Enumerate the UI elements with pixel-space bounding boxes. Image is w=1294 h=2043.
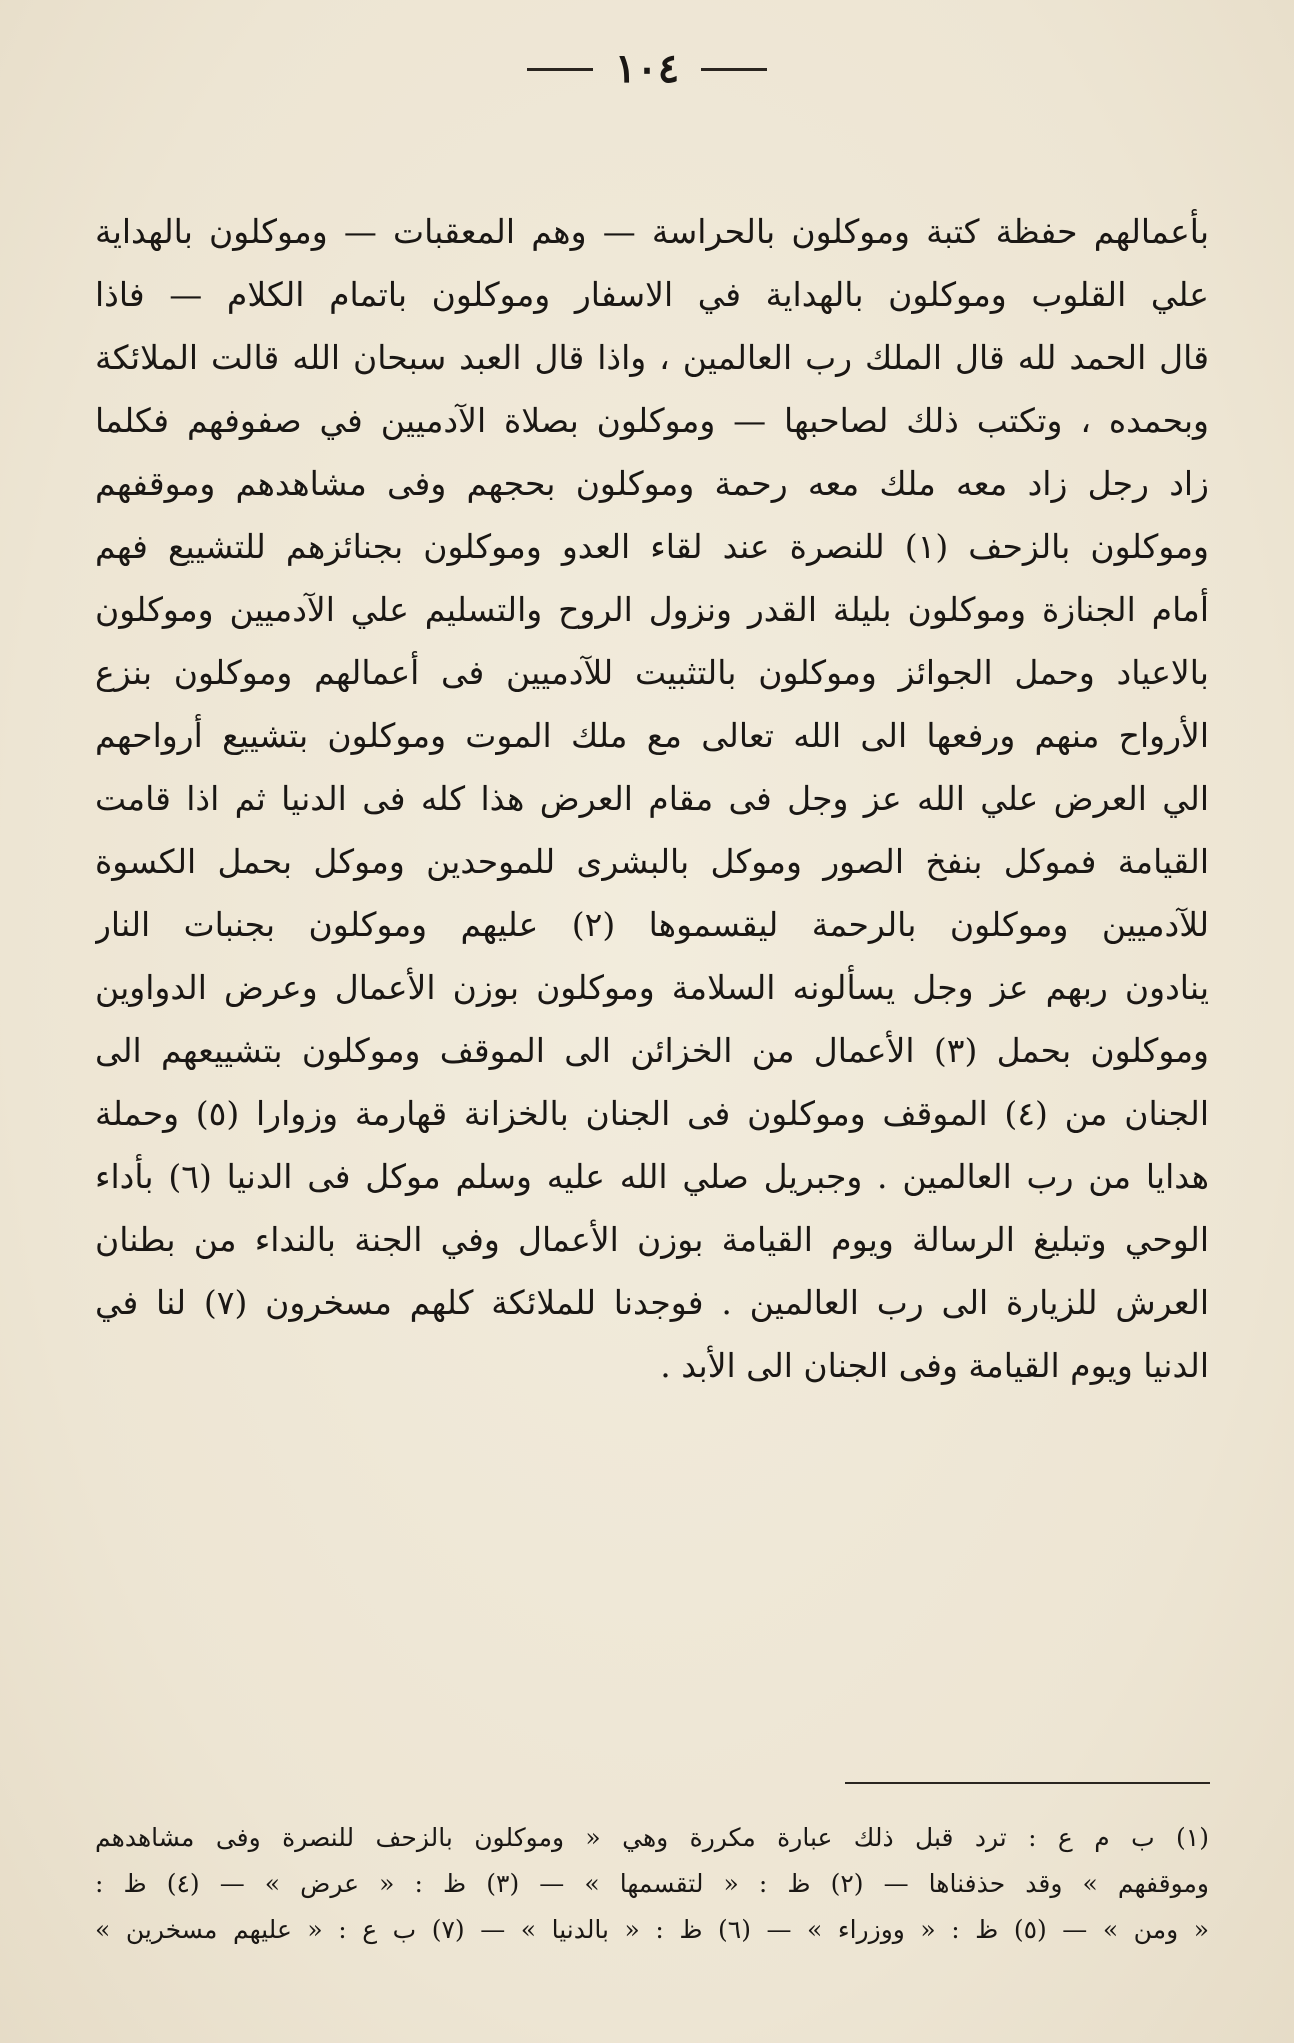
text-line: وموكلون بحمل (٣) الأعمال من الخزائن الى الموقف وموكلون بتشييعهم الى: [95, 1031, 1209, 1070]
header-dash-left: [527, 68, 593, 71]
text-line: بأعمالهم حفظة كتبة وموكلون بالحراسة — وهم المعقبات — وموكلون بالهداية: [95, 212, 1209, 251]
text-line: الجنان من (٤) الموقف وموكلون فى الجنان بالخزانة قهارمة وزوارا (٥) وحملة: [95, 1094, 1209, 1133]
text-line: القيامة فموكل بنفخ الصور وموكل بالبشرى للموحدين وموكل بحمل الكسوة: [95, 842, 1209, 881]
header-dash-right: [701, 68, 767, 71]
footnote-line: (١) ب م ع : ترد قبل ذلك عبارة مكررة وهي « وموكلون بالزحف للنصرة وفى مشاهدهم: [95, 1823, 1209, 1852]
text-line: الوحي وتبليغ الرسالة ويوم القيامة بوزن الأعمال وفي الجنة بالنداء من بطنان: [95, 1220, 1209, 1259]
text-line: للآدميين وموكلون بالرحمة ليقسموها (٢) عليهم وموكلون بجنبات النار: [95, 905, 1209, 944]
text-line: قال الحمد لله قال الملك رب العالمين ، واذا قال العبد سبحان الله قالت الملائكة: [95, 338, 1209, 377]
footnote-separator: [845, 1782, 1210, 1784]
footnotes: [95, 1815, 1209, 1953]
main-text: [95, 200, 1209, 1397]
text-line: زاد رجل زاد معه ملك معه رحمة وموكلون بحجهم وفى مشاهدهم وموقفهم: [95, 464, 1209, 503]
text-line: أمام الجنازة وموكلون بليلة القدر ونزول الروح والتسليم علي الآدميين وموكلون: [95, 590, 1209, 629]
text-line-last: الدنيا ويوم القيامة وفى الجنان الى الأبد .: [660, 1346, 1209, 1385]
text-line: علي القلوب وموكلون بالهداية في الاسفار وموكلون باتمام الكلام — فاذا: [95, 275, 1209, 314]
footnote-line: وموقفهم » وقد حذفناها — (٢) ظ : « لتقسمها » — (٣) ظ : « عرض » — (٤) ظ :: [95, 1869, 1209, 1898]
text-line: وبحمده ، وتكتب ذلك لصاحبها — وموكلون بصلاة الآدميين في صفوفهم فكلما: [95, 401, 1209, 440]
text-line: وموكلون بالزحف (١) للنصرة عند لقاء العدو وموكلون بجنائزهم للتشييع فهم: [95, 527, 1209, 566]
text-line: الي العرض علي الله عز وجل فى مقام العرض هذا كله فى الدنيا ثم اذا قامت: [95, 779, 1209, 818]
text-line: بالاعياد وحمل الجوائز وموكلون بالتثبيت للآدميين فى أعمالهم وموكلون بنزع: [95, 653, 1209, 692]
text-line: العرش للزيارة الى رب العالمين . فوجدنا للملائكة كلهم مسخرون (٧) لنا في: [95, 1283, 1209, 1322]
page-header: [0, 44, 1294, 94]
text-line: ينادون ربهم عز وجل يسألونه السلامة وموكلون بوزن الأعمال وعرض الدواوين: [95, 968, 1209, 1007]
footnote-line: « ومن » — (٥) ظ : « ووزراء » — (٦) ظ : « بالدنيا » — (٧) ب ع : « عليهم مسخرين »: [95, 1915, 1209, 1944]
text-line: الأرواح منهم ورفعها الى الله تعالى مع ملك الموت وموكلون بتشييع أرواحهم: [95, 716, 1209, 755]
text-line: هدايا من رب العالمين . وجبريل صلي الله عليه وسلم موكل فى الدنيا (٦) بأداء: [95, 1157, 1209, 1196]
page-number: ١٠٤: [614, 45, 680, 92]
